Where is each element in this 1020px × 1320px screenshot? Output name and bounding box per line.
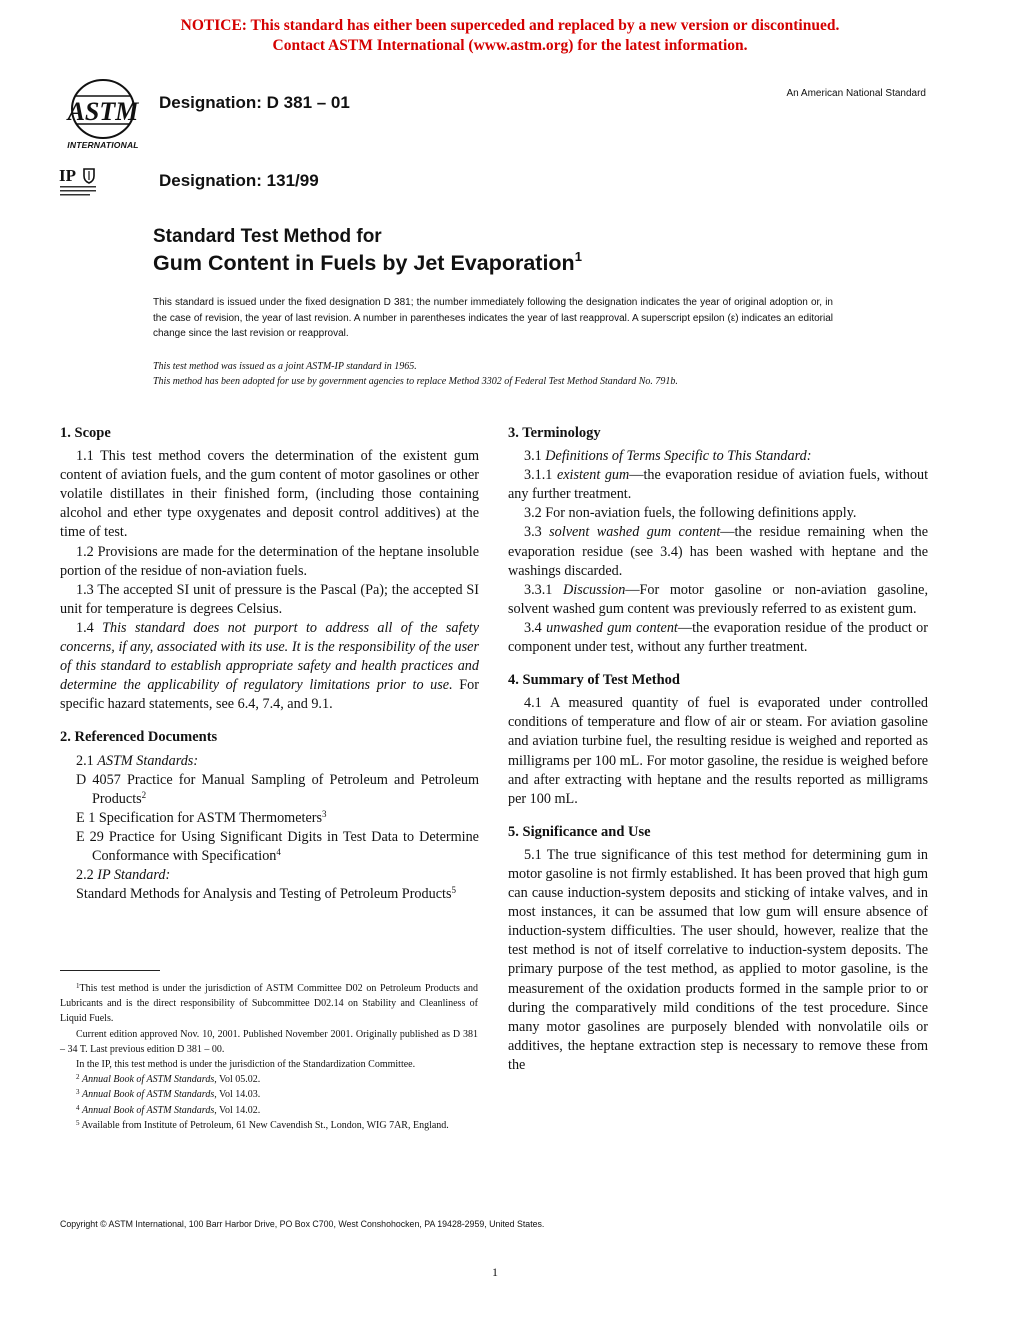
section-2-1-number: 2.1	[76, 752, 94, 769]
ip-logo-text: IP	[59, 166, 76, 185]
footnote-2-volume: , Vol 05.02.	[214, 1074, 261, 1086]
copyright-line: Copyright © ASTM International, 100 Barr Harbor Drive, PO Box C700, West Conshohocken, PA 19428-2959, United States.	[60, 1219, 545, 1229]
footnote-3	[60, 1087, 478, 1102]
reference-d4057-text: D 4057 Practice for Manual Sampling of Petroleum and Petroleum Products	[76, 771, 479, 807]
reference-ip-methods-footnote: 5	[451, 885, 456, 896]
reference-e29	[60, 828, 479, 866]
term-unwashed-gum: unwashed gum content	[546, 619, 678, 636]
issuance-statement: This standard is issued under the fixed designation D 381; the number immediately following the designation indicates the year of original adoption or, in the case of revision, the year of last revision. A number in parentheses indicates the year of last reapproval. A superscript epsilon (ε) indicates an editorial change since the last revision or reapproval.	[153, 297, 833, 340]
section-1-3: 1.3 The accepted SI unit of pressure is the Pascal (Pa); the accepted SI unit for temperature is degrees Celsius.	[60, 581, 479, 617]
title-line-2	[153, 249, 582, 276]
section-3-1-1	[508, 466, 928, 504]
term-solvent-washed-gum: solvent washed gum content	[549, 524, 721, 541]
section-5-heading: 5. Significance and Use	[508, 823, 651, 840]
title-line-1: Standard Test Method for	[153, 226, 382, 247]
footnote-3-book: Annual Book of ASTM Standards	[82, 1089, 215, 1101]
footnote-5-number: 5	[76, 1118, 80, 1127]
section-3-heading: 3. Terminology	[508, 425, 601, 441]
section-3-1-1-number: 3.1.1	[524, 467, 553, 484]
discussion-text: —For motor gasoline or non-aviation gasoline, solvent washed gum content was previously referred to as existent gum.	[508, 581, 928, 617]
section-4-heading: 4. Summary of Test Method	[508, 672, 680, 689]
section-2-2-number: 2.2	[76, 867, 94, 884]
footnote-1-approval: Current edition approved Nov. 10, 2001. Published November 2001. Originally published as D 381 – 34 T. Last previous edition D 381 – 00.	[60, 1028, 478, 1055]
section-3-2: 3.2 For non-aviation fuels, the following definitions apply.	[524, 505, 857, 522]
footnote-4-book: Annual Book of ASTM Standards	[82, 1104, 215, 1116]
section-3-1-number: 3.1	[524, 448, 542, 465]
designation-ip: Designation: 131/99	[159, 171, 319, 190]
section-2-1-label: ASTM Standards:	[97, 752, 199, 769]
section-2-2	[60, 866, 479, 885]
left-column	[60, 424, 479, 904]
joint-standard-note: This test method was issued as a joint ASTM-IP standard in 1965.	[153, 361, 417, 372]
designation-astm: Designation: D 381 – 01	[159, 93, 350, 112]
definition-existent-gum: —the evaporation residue of aviation fuels, without any further treatment.	[508, 467, 929, 503]
section-2-heading: 2. Referenced Documents	[60, 729, 218, 746]
astm-logo-text: ASTM	[67, 97, 139, 126]
section-2-1	[60, 752, 479, 771]
section-3-1	[508, 447, 928, 466]
footnote-2-number: 2	[76, 1073, 80, 1082]
government-adoption-note: This method has been adopted for use by government agencies to replace Method 3302 of Federal Test Method Standard No. 791b.	[153, 376, 678, 387]
section-3-3-1	[508, 581, 928, 619]
term-existent-gum: existent gum	[556, 467, 630, 484]
reference-ip-methods	[60, 885, 479, 904]
footnote-3-volume: , Vol 14.03.	[214, 1089, 261, 1101]
title-text: Gum Content in Fuels by Jet Evaporation	[153, 251, 575, 275]
section-3-3	[508, 523, 928, 580]
footnotes	[60, 981, 478, 1133]
footnote-4	[60, 1103, 478, 1118]
section-3-1-label: Definitions of Terms Specific to This Standard:	[545, 448, 812, 465]
footnote-divider	[60, 970, 160, 971]
reference-e1-text: E 1 Specification for ASTM Thermometers	[76, 809, 322, 826]
section-1-2: 1.2 Provisions are made for the determination of the heptane insoluble portion of the residue of non-aviation fuels.	[60, 543, 479, 579]
right-column	[508, 424, 928, 1075]
reference-d4057	[60, 771, 479, 809]
notice-line-2: Contact ASTM International (www.astm.org) for the latest information.	[272, 37, 748, 54]
footnote-3-number: 3	[76, 1088, 80, 1097]
footnote-2-book: Annual Book of ASTM Standards	[82, 1074, 215, 1086]
section-1-heading: 1. Scope	[60, 425, 111, 441]
footnote-1-text: This test method is under the jurisdiction of ASTM Committee D02 on Petroleum Products and Lubricants and is the direct responsibility of Subcommittee D02.14 on Stability and Cleanliness of Liquid Fuels.	[60, 983, 478, 1025]
section-3-4	[508, 619, 928, 657]
section-1-4-number: 1.4	[76, 619, 94, 636]
section-3-3-1-number: 3.3.1	[524, 581, 553, 598]
definition-solvent-washed-gum: —the residue remaining when the evaporation residue (see 3.4) has been washed with heptane and the washings discarded.	[508, 524, 928, 579]
discussion-label: Discussion	[563, 581, 626, 598]
section-1-4-hazards: For specific hazard statements, see 6.4, 7.4, and 9.1.	[60, 677, 480, 713]
reference-e29-text: E 29 Practice for Using Significant Digits in Test Data to Determine Conformance with Specification	[76, 828, 479, 864]
footnote-5-text: Available from Institute of Petroleum, 61 New Cavendish St., London, WIG 7AR, England.	[81, 1119, 449, 1131]
section-2-2-label: IP Standard:	[97, 867, 171, 884]
supersession-notice	[0, 16, 1020, 56]
reference-d4057-footnote: 2	[141, 789, 147, 800]
section-4-1: 4.1 A measured quantity of fuel is evaporated under controlled conditions of temperature and flow of air or steam. For aviation gasoline and aviation turbine fuel, the resulting residue is weighed and reported as milligrams per 100 mL. For motor gasoline, the residue is weighed before and after extracting with heptane and the results reported as milligrams per 100 mL.	[508, 695, 928, 807]
title-footnote-ref: 1	[574, 249, 582, 264]
section-1-1: 1.1 This test method covers the determination of the existent gum content of aviation fuels, and the gum content of motor gasolines or other volatile distillates in their finished form, (including those containing alcohol and ether type oxygenates and deposit control additives) at the time of test.	[60, 448, 479, 541]
section-3-4-number: 3.4	[524, 619, 542, 636]
footnote-1-number: 1	[76, 982, 80, 990]
astm-logo-caption: INTERNATIONAL	[67, 140, 139, 150]
reference-e1-footnote: 3	[322, 808, 327, 819]
ip-logo	[58, 165, 103, 201]
footnote-1	[60, 981, 478, 1027]
notice-line-1: NOTICE: This standard has either been superceded and replaced by a new version or discontinued.	[180, 17, 840, 34]
footnote-1-ip: In the IP, this test method is under the jurisdiction of the Standardization Committee.	[76, 1059, 416, 1071]
reference-ip-methods-text: Standard Methods for Analysis and Testing of Petroleum Products	[76, 886, 452, 903]
reference-e1	[60, 809, 479, 828]
section-1-4	[60, 619, 479, 714]
footnote-4-number: 4	[76, 1103, 80, 1112]
definition-unwashed-gum: —the evaporation residue of the product or component under test, without any further treatment.	[508, 619, 929, 656]
footnote-2	[60, 1072, 478, 1087]
reference-e29-footnote: 4	[276, 846, 281, 857]
section-5-1: 5.1 The true significance of this test method for determining gum in motor gasoline is not firmly established. It has been proved that high gum can cause induction-system deposits and sticking of intake valves, and in most instances, it can be assumed that low gum will ensure absence of induction-system difficulties. The user should, however, realize that the test method is not of itself correlative to induction-system deposits. The primary purpose of the test method, as applied to motor gasoline, is the measurement of the oxidation products formed in the sample prior to or during the comparatively mild conditions of the test procedure. Since many motor gasolines are purposely blended with nonvolatile oils or additives, the heptane extraction step is necessary to remove these from the	[508, 846, 928, 1073]
american-national-standard-label: An American National Standard	[786, 88, 926, 99]
section-3-3-number: 3.3	[524, 524, 542, 541]
page-number: 1	[492, 1265, 498, 1279]
section-1-4-caveat: This standard does not purport to address all of the safety concerns, if any, associated with its use. It is the responsibility of the user of this standard to establish appropriate safety and health practices and determine the applicability of regulatory limitations prior to use.	[60, 619, 479, 694]
footnote-4-volume: , Vol 14.02.	[214, 1104, 261, 1116]
footnote-5	[60, 1118, 478, 1133]
